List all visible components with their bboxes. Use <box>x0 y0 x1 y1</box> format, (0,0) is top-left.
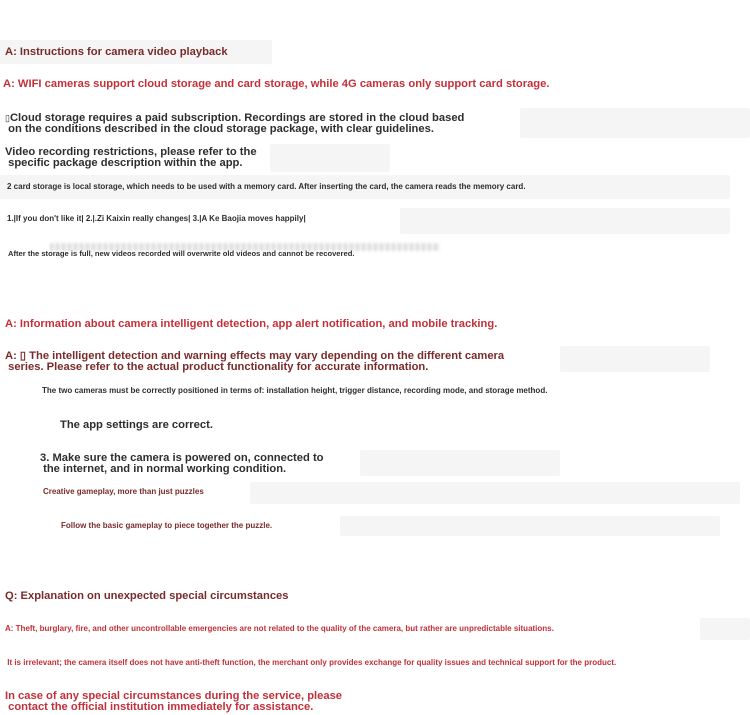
app-settings-text: The app settings are correct. <box>60 419 213 431</box>
section1-intro: A: WIFI cameras support cloud storage and card storage, while 4G cameras only support card storage. <box>3 78 550 90</box>
powered-on-line-2: the internet, and in normal working condition. <box>40 463 287 475</box>
background-band <box>700 618 750 640</box>
cloud-storage-line-2: on the conditions described in the cloud storage package, with clear guidelines. <box>5 123 434 135</box>
section2-intro-line-2: series. Please refer to the actual product functionality for accurate information. <box>5 361 429 373</box>
background-band <box>360 450 560 476</box>
follow-gameplay-text: Follow the basic gameplay to piece together the puzzle. <box>61 521 273 530</box>
background-band <box>560 346 710 372</box>
restriction-line-2: specific package description within the app. <box>5 157 243 169</box>
background-band <box>250 482 740 504</box>
background-band <box>520 108 750 138</box>
powered-on-line-1: 3. Make sure the camera is powered on, connected to <box>40 452 324 464</box>
background-band <box>340 516 720 536</box>
positioning-text: The two cameras must be correctly positioned in terms of: installation height, trigger distance, recording mode, and storage method. <box>42 386 548 395</box>
missing-glyph-icon: ▯ <box>5 113 10 123</box>
overwrite-notice: After the storage is full, new videos recorded will overwrite old videos and cannot be recovered. <box>8 249 355 258</box>
contact-line-2: contact the official institution immediately for assistance. <box>5 701 314 713</box>
restriction-line-1: Video recording restrictions, please refer to the <box>5 146 257 158</box>
contact-line-1: In case of any special circumstances during the service, please <box>5 690 343 702</box>
background-band <box>270 144 390 172</box>
section2-intro-line-1: A: ▯ The intelligent detection and warning effects may vary depending on the different camera <box>5 350 505 362</box>
section3-title: Q: Explanation on unexpected special circumstances <box>5 590 289 602</box>
irrelevant-text: It is irrelevant; the camera itself does not have anti-theft function, the merchant only provides exchange for quality issues and technical support for the product. <box>5 658 617 667</box>
section1-title: A: Instructions for camera video playback <box>5 46 228 58</box>
section2-title: A: Information about camera intelligent detection, app alert notification, and mobile tracking. <box>5 318 498 330</box>
theft-text: A: Theft, burglary, fire, and other uncontrollable emergencies are not related to the quality of the camera, but rather are unpredictable situations. <box>5 624 554 633</box>
cloud-storage-line-1: ▯Cloud storage requires a paid subscription. Recordings are stored in the cloud based <box>5 112 465 124</box>
card-storage-text: 2 card storage is local storage, which needs to be used with a memory card. After inserting the card, the camera reads the memory card. <box>7 182 526 191</box>
links-text: 1.|If you don't like it| 2.|.Zi Kaixin really changes| 3.|A Ke Baojia moves happily| <box>7 214 306 223</box>
creative-gameplay-text: Creative gameplay, more than just puzzles <box>43 487 204 496</box>
background-band <box>400 208 730 234</box>
